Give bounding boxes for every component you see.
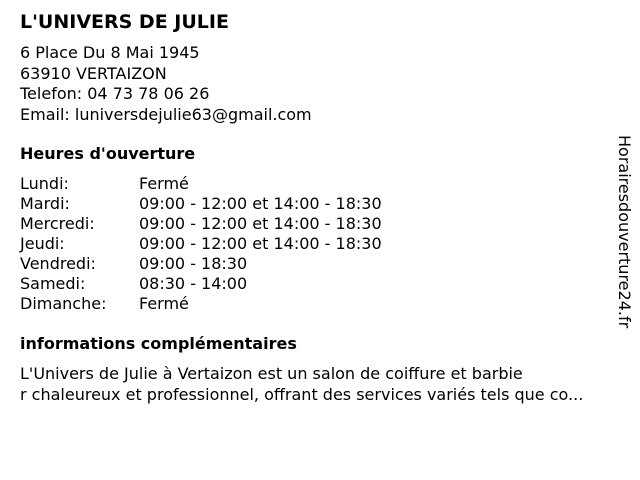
- hours-time: 09:00 - 12:00 et 14:00 - 18:30: [139, 214, 382, 233]
- hours-day: Samedi:: [20, 274, 86, 293]
- additional-info-heading: informations complémentaires: [20, 334, 297, 353]
- address-street: 6 Place Du 8 Mai 1945: [20, 43, 200, 62]
- site-watermark: Horairesdouverture24.fr: [615, 135, 634, 329]
- contact-block: [20, 43, 312, 125]
- hours-time: 09:00 - 18:30: [139, 254, 248, 273]
- hours-day: Mardi:: [20, 194, 70, 213]
- hours-time: 08:30 - 14:00: [139, 274, 248, 293]
- opening-hours-heading: Heures d'ouverture: [20, 144, 196, 163]
- info-line-1: L'Univers de Julie à Vertaizon est un salon de coiffure et barbie: [20, 364, 523, 383]
- hours-day: Lundi:: [20, 174, 69, 193]
- phone-number: Telefon: 04 73 78 06 26: [20, 84, 210, 103]
- hours-day: Jeudi:: [20, 234, 65, 253]
- address-city: 63910 VERTAIZON: [20, 63, 167, 83]
- info-line-2: r chaleureux et professionnel, offrant des services variés tels que co...: [20, 384, 584, 404]
- hours-time: 09:00 - 12:00 et 14:00 - 18:30: [139, 234, 382, 253]
- hours-time: Fermé: [139, 294, 189, 313]
- email-address: Email: luniversdejulie63@gmail.com: [20, 104, 312, 124]
- hours-time: Fermé: [139, 174, 189, 193]
- hours-day: Dimanche:: [20, 294, 107, 313]
- hours-day: Vendredi:: [20, 254, 96, 273]
- hours-time: 09:00 - 12:00 et 14:00 - 18:30: [139, 194, 382, 213]
- hours-day: Mercredi:: [20, 214, 95, 233]
- additional-info-text: [20, 364, 632, 405]
- business-name: L'UNIVERS DE JULIE: [20, 11, 229, 33]
